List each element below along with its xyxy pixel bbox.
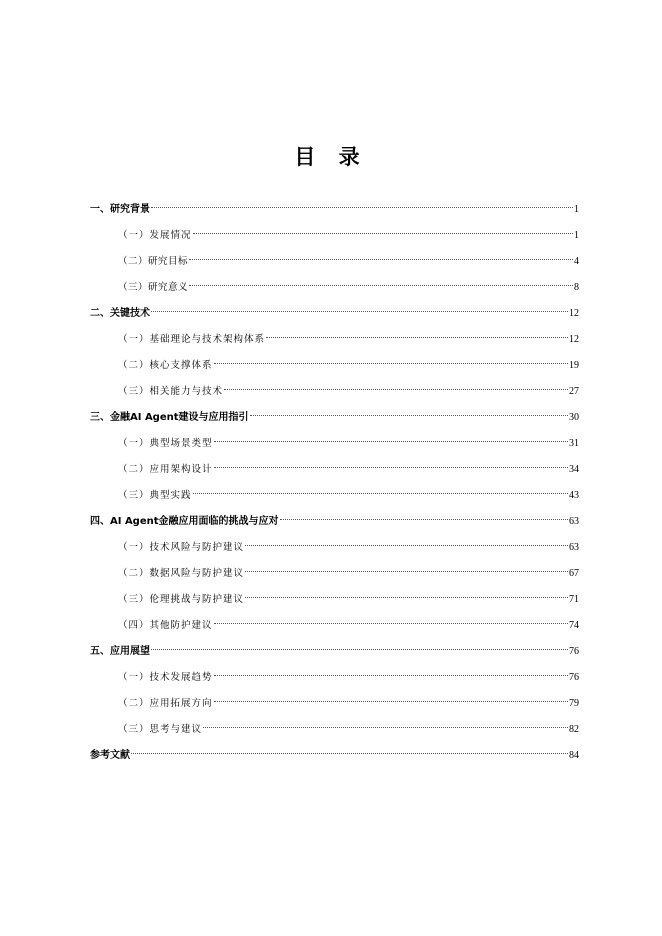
toc-dot-leader [151,649,568,650]
toc-entry-label: 参考文献 [90,750,130,761]
toc-entry-scenario-types[interactable] [90,431,579,457]
toc-entry-label: （一）技术发展趋势 [118,672,213,683]
toc-entry-label: （一）技术风险与防护建议 [118,542,245,553]
toc-entry-core-support[interactable] [90,353,579,379]
toc-entry-label: （二）数据风险与防护建议 [118,568,245,579]
toc-entry-label: （三）伦理挑战与防护建议 [118,594,245,605]
toc-page-number: 12 [569,308,579,319]
toc-page-number: 30 [569,412,579,423]
toc-dot-leader [214,675,568,676]
toc-dot-leader [245,545,568,546]
toc-entry-other-protection[interactable] [90,613,579,639]
toc-entry-construction-guidelines[interactable] [90,405,579,431]
toc-page-number: 76 [569,672,579,683]
toc-entry-application-expansion[interactable] [90,691,579,717]
toc-page-number: 19 [569,360,579,371]
toc-page-number: 12 [569,334,579,345]
toc-dot-leader [245,597,568,598]
toc-page-number: 79 [569,698,579,709]
toc-page-number: 76 [569,646,579,657]
toc-dot-leader [214,623,568,624]
toc-entry-theory-architecture[interactable] [90,327,579,353]
toc-dot-leader [250,415,568,416]
toc-dot-leader [280,519,568,520]
toc-entry-label: （一）典型场景类型 [118,438,213,449]
toc-entry-label: （四）其他防护建议 [118,620,213,631]
toc-entry-architecture-design[interactable] [90,457,579,483]
toc-entry-challenges[interactable] [90,509,579,535]
toc-entry-references[interactable] [90,743,579,769]
toc-page-number: 71 [569,594,579,605]
toc-entry-technical-risk[interactable] [90,535,579,561]
toc-dot-leader [193,233,573,234]
toc-entry-research-goals[interactable] [90,249,579,275]
toc-dot-leader [151,207,573,208]
toc-entry-label: 四、AI Agent金融应用面临的挑战与应对 [90,516,279,527]
toc-entry-ethics-challenges[interactable] [90,587,579,613]
toc-page-number: 67 [569,568,579,579]
toc-entry-label: 五、应用展望 [90,646,150,657]
toc-entry-typical-practice[interactable] [90,483,579,509]
page-title: 目 录 [294,145,368,169]
toc-entry-related-capabilities[interactable] [90,379,579,405]
toc-page-number: 63 [569,516,579,527]
toc-entry-research-background[interactable] [90,197,579,223]
toc-dot-leader [214,701,568,702]
toc-entry-label: （二）核心支撑体系 [118,360,213,371]
toc-entry-label: （二）应用拓展方向 [118,698,213,709]
toc-page-number: 74 [569,620,579,631]
toc-dot-leader [189,285,573,286]
toc-page-number: 4 [574,256,579,267]
toc-page-number: 8 [574,282,579,293]
toc-entry-label: （二）应用架构设计 [118,464,213,475]
toc-entry-label: （二）研究目标 [118,256,189,267]
toc-entry-label: （一）基础理论与技术架构体系 [118,334,266,345]
toc-entry-label: （三）研究意义 [118,282,189,293]
toc-page-number: 1 [574,230,579,241]
toc-entry-thoughts-suggestions[interactable] [90,717,579,743]
toc-entry-outlook[interactable] [90,639,579,665]
toc-dot-leader [189,259,573,260]
toc-entry-label: 一、研究背景 [90,204,150,215]
toc-entry-label: 三、金融AI Agent建设与应用指引 [90,412,249,423]
toc-entry-development-status[interactable] [90,223,579,249]
toc-page-number: 31 [569,438,579,449]
toc-dot-leader [193,493,568,494]
table-of-contents [90,197,579,769]
toc-dot-leader [245,571,568,572]
toc-entry-label: （一）发展情况 [118,230,192,241]
toc-dot-leader [214,363,568,364]
toc-page-number: 82 [569,724,579,735]
toc-page-number: 84 [569,750,579,761]
toc-entry-label: 二、关键技术 [90,308,150,319]
toc-dot-leader [203,727,568,728]
toc-entry-technology-trends[interactable] [90,665,579,691]
toc-dot-leader [266,337,568,338]
toc-page-number: 27 [569,386,579,397]
toc-dot-leader [151,311,568,312]
toc-entry-label: （三）典型实践 [118,490,192,501]
toc-dot-leader [214,441,568,442]
toc-entry-label: （三）相关能力与技术 [118,386,224,397]
toc-entry-key-technologies[interactable] [90,301,579,327]
toc-entry-research-significance[interactable] [90,275,579,301]
toc-dot-leader [214,467,568,468]
toc-page-number: 1 [574,204,579,215]
toc-page-number: 34 [569,464,579,475]
toc-entry-label: （三）思考与建议 [118,724,203,735]
toc-page-number: 63 [569,542,579,553]
toc-dot-leader [224,389,568,390]
toc-entry-data-risk[interactable] [90,561,579,587]
toc-page-number: 43 [569,490,579,501]
toc-dot-leader [131,753,568,754]
